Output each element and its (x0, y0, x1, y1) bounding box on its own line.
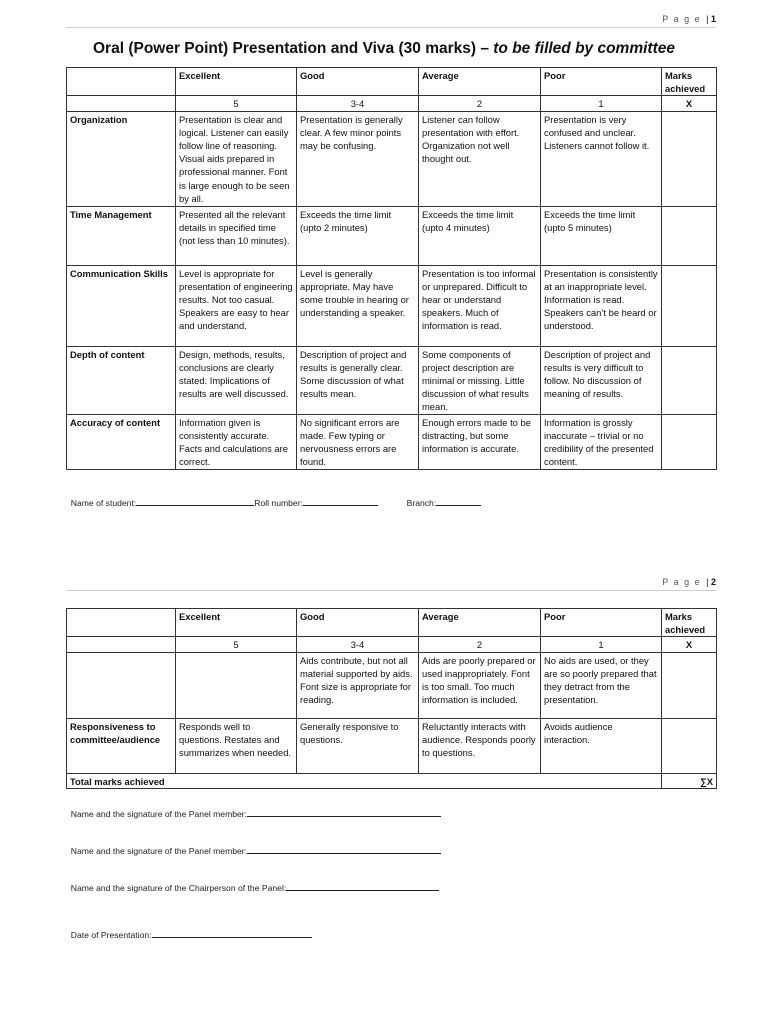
table-row (67, 652, 717, 718)
signature-label: Name and the signature of the Panel member: (70, 846, 248, 856)
score-excellent: 5 (176, 637, 297, 652)
date-label: Date of Presentation: (70, 930, 152, 940)
rubric-cell (176, 652, 297, 718)
date-field[interactable] (152, 929, 312, 938)
score-good: 3-4 (297, 637, 419, 652)
page-label: P a g e (662, 577, 702, 587)
signature-field[interactable] (286, 882, 439, 891)
rubric-cell: Presentation is too informal or unprepared. Difficult to hear or understand speakers. Much of information is read. (419, 265, 541, 346)
header-cell (67, 609, 176, 637)
signature-label: Name and the signature of the Panel member: (70, 809, 248, 819)
score-good: 3-4 (297, 96, 419, 111)
rubric-cell: Responds well to questions. Restates and summarizes when needed. (176, 718, 297, 773)
score-average: 2 (419, 637, 541, 652)
criterion-label: Responsiveness to committee/audience (67, 718, 176, 773)
header-good: Good (297, 68, 419, 96)
criterion-label (67, 652, 176, 718)
header-cell (67, 68, 176, 96)
rubric-cell: Aids are poorly prepared or used inappropriately. Font is too small. Too much information is included. (419, 652, 541, 718)
signature-line-chairperson (66, 872, 439, 893)
page-header-rule (66, 590, 716, 591)
table-row (67, 718, 717, 773)
criterion-label: Communication Skills (67, 265, 176, 346)
signature-label: Name and the signature of the Chairperson of the Panel: (70, 883, 287, 893)
rubric-cell: Some components of project description are minimal or missing. Little discussion of what results mean. (419, 346, 541, 414)
score-average: 2 (419, 96, 541, 111)
page-number-value: 2 (710, 577, 716, 587)
score-excellent: 5 (176, 96, 297, 111)
rubric-cell: Design, methods, results, conclusions are clearly stated. Implications of results are well discussed. (176, 346, 297, 414)
rubric-cell: Information is grossly inaccurate – trivial or no credibility of the presented content. (541, 414, 662, 469)
total-label: Total marks achieved (67, 773, 662, 788)
rubric-cell: No significant errors are made. Few typing or nervousness errors are found. (297, 414, 419, 469)
page-number-1: P a g e |1 (662, 14, 716, 24)
marks-cell[interactable] (662, 652, 717, 718)
signature-field[interactable] (247, 808, 441, 817)
table-row (67, 206, 717, 265)
student-details-line (66, 487, 481, 508)
marks-cell[interactable] (662, 206, 717, 265)
rubric-cell: Exceeds the time limit (upto 2 minutes) (297, 206, 419, 265)
date-line (66, 919, 312, 940)
header-poor: Poor (541, 68, 662, 96)
page-label: P a g e (662, 14, 702, 24)
page-header-rule (66, 27, 716, 28)
rubric-table-page-2 (66, 608, 717, 789)
score-cell (67, 96, 176, 111)
rubric-cell: Description of project and results is very difficult to follow. No discussion of meaning of results. (541, 346, 662, 414)
header-marks-achieved: Marks achieved (662, 68, 717, 96)
header-row (67, 609, 717, 637)
marks-cell[interactable] (662, 111, 717, 206)
score-row (67, 96, 717, 111)
table-row (67, 265, 717, 346)
rubric-cell: Presentation is generally clear. A few minor points may be confusing. (297, 111, 419, 206)
rubric-cell: Description of project and results is generally clear. Some discussion of what results mean. (297, 346, 419, 414)
marks-cell[interactable] (662, 414, 717, 469)
score-poor: 1 (541, 637, 662, 652)
student-name-label: Name of student: (70, 498, 137, 508)
rubric-cell: Level is generally appropriate. May have some trouble in hearing or understanding a speaker. (297, 265, 419, 346)
rubric-cell: Enough errors made to be distracting, but some information is accurate. (419, 414, 541, 469)
table-row (67, 414, 717, 469)
criterion-label: Time Management (67, 206, 176, 265)
title-emphasis: to be filled by committee (493, 40, 675, 57)
rubric-cell: No aids are used, or they are so poorly prepared that they detract from the presentation. (541, 652, 662, 718)
total-symbol: ∑X (662, 773, 717, 788)
rubric-cell: Presentation is consistently at an inappropriate level. Information is read. Speakers can’t be heard or understood. (541, 265, 662, 346)
table-row (67, 111, 717, 206)
criterion-label: Organization (67, 111, 176, 206)
signature-field[interactable] (247, 845, 441, 854)
header-average: Average (419, 68, 541, 96)
total-row (67, 773, 717, 788)
rubric-cell: Presented all the relevant details in specified time (not less than 10 minutes). (176, 206, 297, 265)
rubric-cell: Listener can follow presentation with effort. Organization not well thought out. (419, 111, 541, 206)
header-good: Good (297, 609, 419, 637)
signature-line-panel-member-1 (66, 798, 441, 819)
rubric-cell: Information given is consistently accurate. Facts and calculations are correct. (176, 414, 297, 469)
score-poor: 1 (541, 96, 662, 111)
criterion-label: Depth of content (67, 346, 176, 414)
title-main: Oral (Power Point) Presentation and Viva (30 marks) – (93, 40, 494, 57)
score-cell (67, 637, 176, 652)
rubric-cell: Presentation is very confused and unclear. Listeners cannot follow it. (541, 111, 662, 206)
marks-cell[interactable] (662, 265, 717, 346)
score-row (67, 637, 717, 652)
score-marks: X (662, 96, 717, 111)
rubric-cell: Avoids audience interaction. (541, 718, 662, 773)
rubric-cell: Reluctantly interacts with audience. Responds poorly to questions. (419, 718, 541, 773)
rubric-cell: Aids contribute, but not all material supported by aids. Font size is appropriate for reading. (297, 652, 419, 718)
rubric-cell: Level is appropriate for presentation of engineering results. Not too casual. Speakers are easy to hear and understand. (176, 265, 297, 346)
page-number-2: P a g e |2 (662, 577, 716, 587)
student-name-field[interactable] (136, 497, 254, 506)
table-row (67, 346, 717, 414)
header-excellent: Excellent (176, 609, 297, 637)
branch-label: Branch: (406, 498, 437, 508)
header-average: Average (419, 609, 541, 637)
marks-cell[interactable] (662, 346, 717, 414)
branch-field[interactable] (436, 497, 481, 506)
roll-number-field[interactable] (303, 497, 378, 506)
signature-line-panel-member-2 (66, 835, 441, 856)
header-row (67, 68, 717, 96)
header-marks-achieved: Marks achieved (662, 609, 717, 637)
rubric-table-page-1 (66, 67, 717, 470)
marks-cell[interactable] (662, 718, 717, 773)
page-number-value: 1 (710, 14, 716, 24)
rubric-cell: Generally responsive to questions. (297, 718, 419, 773)
header-poor: Poor (541, 609, 662, 637)
header-excellent: Excellent (176, 68, 297, 96)
rubric-cell: Exceeds the time limit (upto 4 minutes) (419, 206, 541, 265)
roll-number-label: Roll number: (254, 498, 303, 508)
criterion-label: Accuracy of content (67, 414, 176, 469)
document-title (0, 40, 768, 58)
rubric-cell: Presentation is clear and logical. Listener can easily follow line of reasoning. Visual aids prepared in professional manner. Font is large enough to be seen by all. (176, 111, 297, 206)
rubric-cell: Exceeds the time limit (upto 5 minutes) (541, 206, 662, 265)
score-marks: X (662, 637, 717, 652)
